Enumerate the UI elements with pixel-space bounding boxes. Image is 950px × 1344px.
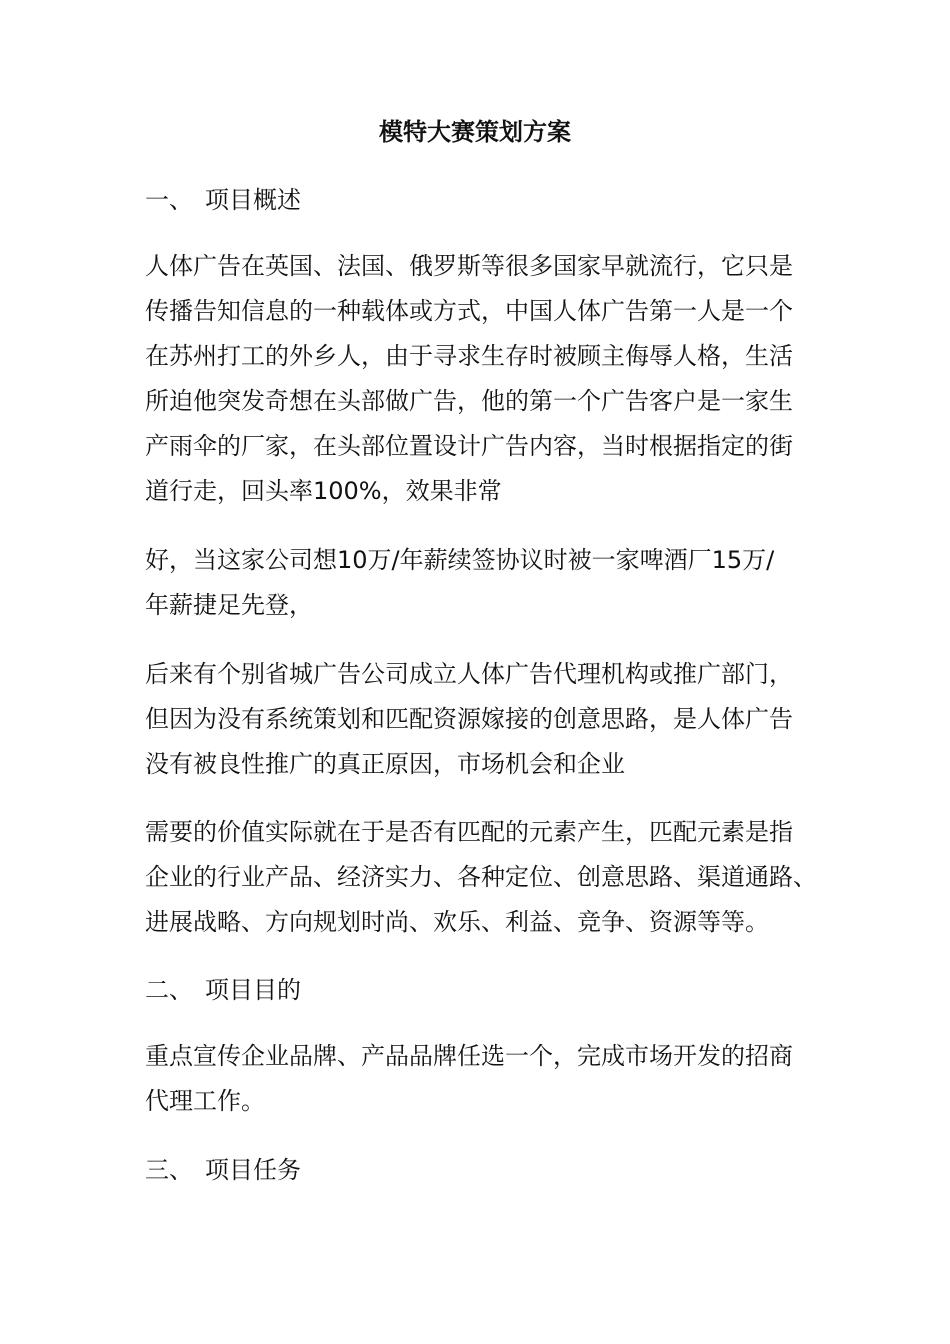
paragraph-line: 年薪捷足先登， xyxy=(145,591,313,619)
paragraph-line: 道行走，回头率100%，效果非常 xyxy=(145,477,502,505)
paragraph-line: 进展战略、方向规划时尚、欢乐、利益、竞争、资源等等。 xyxy=(145,908,769,936)
paragraph-line: 传播告知信息的一种载体或方式，中国人体广告第一人是一个 xyxy=(145,297,793,325)
section-heading-2 xyxy=(145,968,815,1013)
paragraph-line: 后来有个别省城广告公司成立人体广告代理机构或推广部门， xyxy=(145,660,793,688)
paragraph-line: 需要的价值实际就在于是否有匹配的元素产生，匹配元素是指 xyxy=(145,818,793,846)
paragraph-2 xyxy=(145,538,815,628)
paragraph-1 xyxy=(145,244,815,514)
paragraph-5 xyxy=(145,1034,815,1124)
section-title: 项目目的 xyxy=(205,976,301,1004)
paragraph-line: 代理工作。 xyxy=(145,1087,265,1115)
paragraph-line: 人体广告在英国、法国、俄罗斯等很多国家早就流行，它只是 xyxy=(145,252,793,280)
paragraph-3 xyxy=(145,652,815,787)
section-number: 三、 xyxy=(145,1156,193,1184)
section-title: 项目任务 xyxy=(205,1156,301,1184)
paragraph-line: 产雨伞的厂家，在头部位置设计广告内容，当时根据指定的街 xyxy=(145,432,793,460)
document-title: 模特大赛策划方案 xyxy=(379,118,571,146)
section-number: 二、 xyxy=(145,976,193,1004)
paragraph-line: 好，当这家公司想10万/年薪续签协议时被一家啤酒厂15万/ xyxy=(145,546,775,574)
paragraph-line: 所迫他突发奇想在头部做广告，他的第一个广告客户是一家生 xyxy=(145,387,793,415)
section-heading-3 xyxy=(145,1148,815,1193)
section-heading-1 xyxy=(145,178,815,223)
paragraph-line: 企业的行业产品、经济实力、各种定位、创意思路、渠道通路、 xyxy=(145,863,817,891)
paragraph-line: 在苏州打工的外乡人，由于寻求生存时被顾主侮辱人格，生活 xyxy=(145,342,793,370)
paragraph-line: 没有被良性推广的真正原因，市场机会和企业 xyxy=(145,750,625,778)
section-number: 一、 xyxy=(145,186,193,214)
paragraph-4 xyxy=(145,810,815,945)
section-title: 项目概述 xyxy=(205,186,301,214)
paragraph-line: 但因为没有系统策划和匹配资源嫁接的创意思路，是人体广告 xyxy=(145,705,793,733)
paragraph-line: 重点宣传企业品牌、产品品牌任选一个，完成市场开发的招商 xyxy=(145,1042,793,1070)
